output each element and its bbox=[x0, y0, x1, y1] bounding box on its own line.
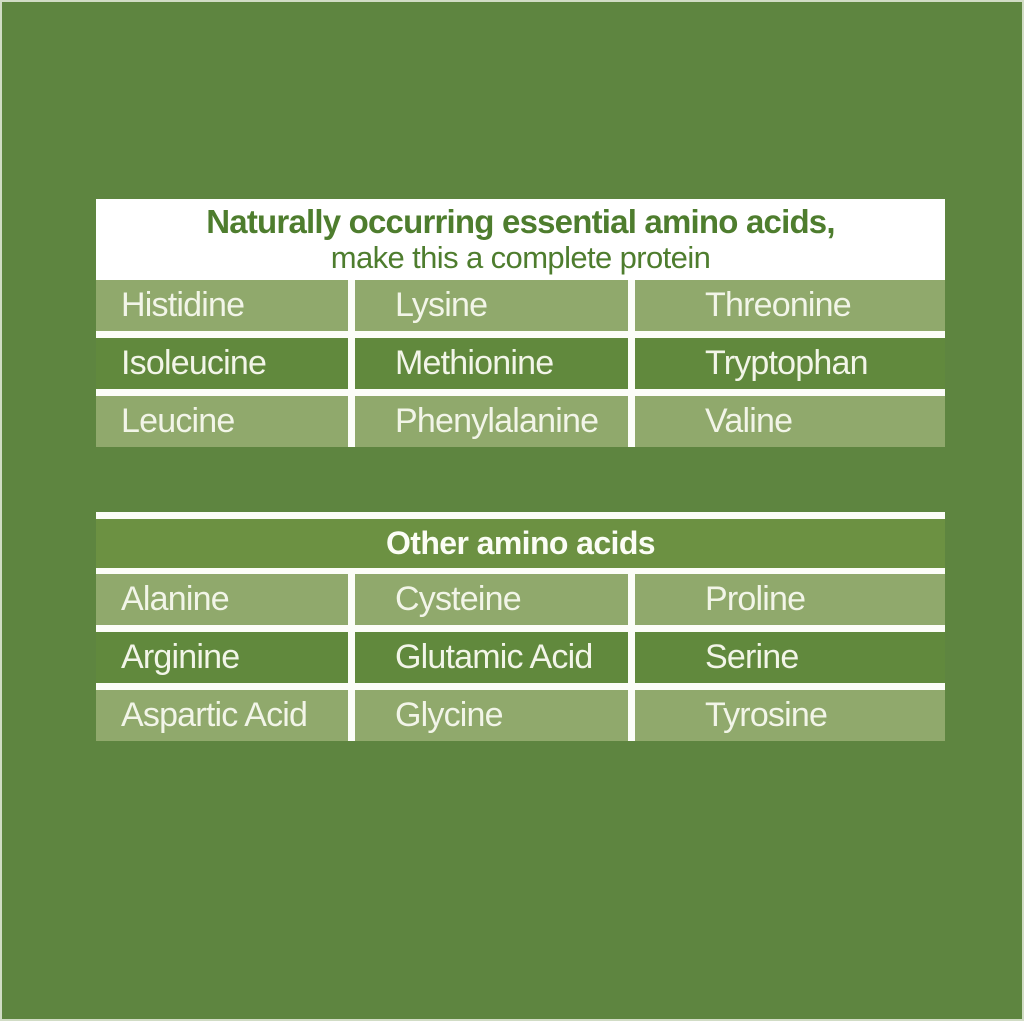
amino-acid-cell: Cysteine bbox=[355, 574, 628, 625]
amino-acid-cell: Valine bbox=[635, 396, 945, 447]
amino-acid-cell: Glutamic Acid bbox=[355, 632, 628, 683]
essential-table-header bbox=[96, 199, 945, 280]
amino-acid-cell: Tryptophan bbox=[635, 338, 945, 389]
essential-amino-acids-table bbox=[96, 199, 945, 447]
amino-acid-cell: Methionine bbox=[355, 338, 628, 389]
other-table-title: Other amino acids bbox=[386, 525, 655, 561]
other-amino-acids-table bbox=[96, 512, 945, 741]
amino-acid-cell: Proline bbox=[635, 574, 945, 625]
essential-table-subtitle: make this a complete protein bbox=[330, 239, 711, 275]
amino-acid-cell: Glycine bbox=[355, 690, 628, 741]
essential-table-title: Naturally occurring essential amino acids, bbox=[206, 203, 835, 241]
other-table-title-band bbox=[96, 519, 945, 568]
amino-acid-cell: Phenylalanine bbox=[355, 396, 628, 447]
amino-acid-cell: Threonine bbox=[635, 280, 945, 331]
amino-acid-cell: Arginine bbox=[96, 632, 348, 683]
amino-acid-cell: Lysine bbox=[355, 280, 628, 331]
amino-acid-cell: Alanine bbox=[96, 574, 348, 625]
amino-acid-cell: Tyrosine bbox=[635, 690, 945, 741]
amino-acid-cell: Aspartic Acid bbox=[96, 690, 348, 741]
amino-acid-cell: Isoleucine bbox=[96, 338, 348, 389]
amino-acid-cell: Serine bbox=[635, 632, 945, 683]
other-table-grid bbox=[96, 574, 945, 741]
essential-table-grid bbox=[96, 280, 945, 447]
amino-acid-cell: Leucine bbox=[96, 396, 348, 447]
amino-acid-cell: Histidine bbox=[96, 280, 348, 331]
